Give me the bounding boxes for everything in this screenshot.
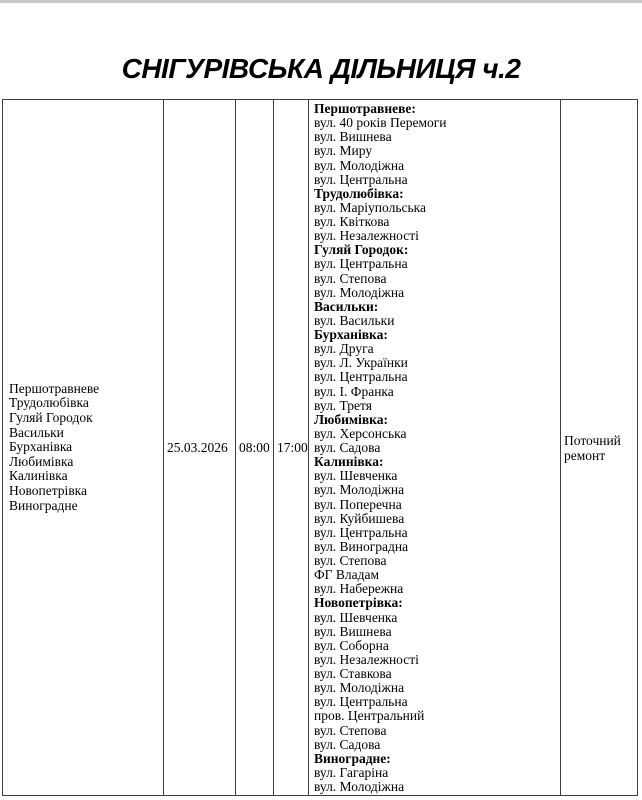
end-time: 17:00	[277, 439, 308, 455]
street-item: вул. Виноградна	[314, 538, 409, 554]
work-type: Поточний ремонт	[564, 432, 621, 463]
street-item: вул. Шевченка	[314, 468, 398, 484]
street-item: вул. Степова	[314, 270, 387, 286]
list-item: Васильки	[9, 424, 64, 440]
start-time-cell	[236, 100, 274, 795]
list-item: Гуляй Городок	[9, 410, 93, 426]
top-divider-strip	[0, 0, 642, 3]
streets-cell	[309, 100, 561, 795]
street-item: вул. Вишнева	[314, 623, 392, 639]
start-time: 08:00	[239, 439, 270, 455]
street-item: вул. Степова	[314, 722, 387, 738]
street-item: вул. Васильки	[314, 312, 395, 328]
date-cell	[164, 100, 236, 795]
street-group-header: Бурханівка:	[314, 327, 388, 342]
street-item: вул. Степова	[314, 553, 387, 568]
street-group-header: Любимівка:	[314, 411, 388, 427]
street-item: вул. Молодіжна	[314, 284, 405, 300]
street-item: вул. Центральна	[314, 369, 408, 385]
street-item: вул. Шевченка	[314, 609, 398, 625]
street-item: вул. Куйбишева	[314, 510, 405, 526]
settlements-list	[3, 382, 99, 513]
list-item: Виноградне	[9, 497, 78, 513]
street-item: вул. Молодіжна	[314, 157, 405, 173]
street-item: вул. Садова	[314, 440, 381, 455]
street-item: вул. Херсонська	[314, 425, 407, 441]
street-group-header: Калинівка:	[314, 454, 384, 470]
list-item: Першотравневе	[9, 380, 100, 396]
settlements-cell	[3, 100, 164, 795]
schedule-table	[2, 99, 638, 796]
street-item: вул. Миру	[314, 143, 373, 159]
street-item: вул. Поперечна	[314, 496, 402, 512]
street-item: вул. Третя	[314, 397, 372, 413]
list-item: Бурханівка	[9, 439, 73, 455]
street-item: вул. Центральна	[314, 171, 408, 187]
street-item: вул. Гагаріна	[314, 764, 389, 780]
page-title: СНІГУРІВСЬКА ДІЛЬНИЦЯ ч.2	[121, 53, 521, 84]
street-item: вул. Молодіжна	[314, 779, 405, 794]
street-item: вул. Маріупольська	[314, 199, 426, 215]
street-group-header: Васильки:	[314, 298, 379, 314]
street-item: вул. Незалежності	[314, 651, 419, 667]
work-type-cell	[561, 100, 637, 795]
street-item: вул. Соборна	[314, 637, 389, 653]
street-item: ФГ Владам	[314, 567, 379, 583]
street-item: вул. 40 років Перемоги	[314, 115, 447, 131]
street-group-header: Першотравневе:	[314, 101, 416, 116]
street-group-header: Гуляй Городок:	[314, 242, 409, 258]
street-item: вул. Молодіжна	[314, 482, 405, 498]
end-time-cell	[274, 100, 309, 795]
street-item: вул. Набережна	[314, 581, 404, 597]
street-item: вул. Садова	[314, 736, 381, 752]
street-item: вул. Квіткова	[314, 214, 390, 229]
street-item: вул. Центральна	[314, 694, 408, 710]
street-item: вул. Друга	[314, 341, 374, 357]
street-group-header: Виноградне:	[314, 750, 391, 766]
street-item: вул. Незалежності	[314, 228, 419, 244]
street-item: вул. І. Франка	[314, 383, 394, 399]
list-item: Калинівка	[9, 468, 68, 484]
outage-date: 25.03.2026	[167, 439, 228, 455]
street-item: вул. Молодіжна	[314, 680, 405, 696]
street-group-header: Новопетрівка:	[314, 595, 403, 611]
street-item: пров. Центральний	[314, 708, 425, 724]
street-item: вул. Вишнева	[314, 129, 392, 145]
street-item: вул. Центральна	[314, 256, 408, 272]
list-item: Любимівка	[9, 453, 74, 469]
street-item: вул. Ставкова	[314, 666, 392, 681]
street-item: вул. Л. Українки	[314, 355, 408, 371]
list-item: Трудолюбівка	[9, 395, 89, 411]
list-item: Новопетрівка	[9, 482, 88, 498]
street-group-header: Трудолюбівка:	[314, 185, 404, 201]
street-item: вул. Центральна	[314, 524, 408, 540]
